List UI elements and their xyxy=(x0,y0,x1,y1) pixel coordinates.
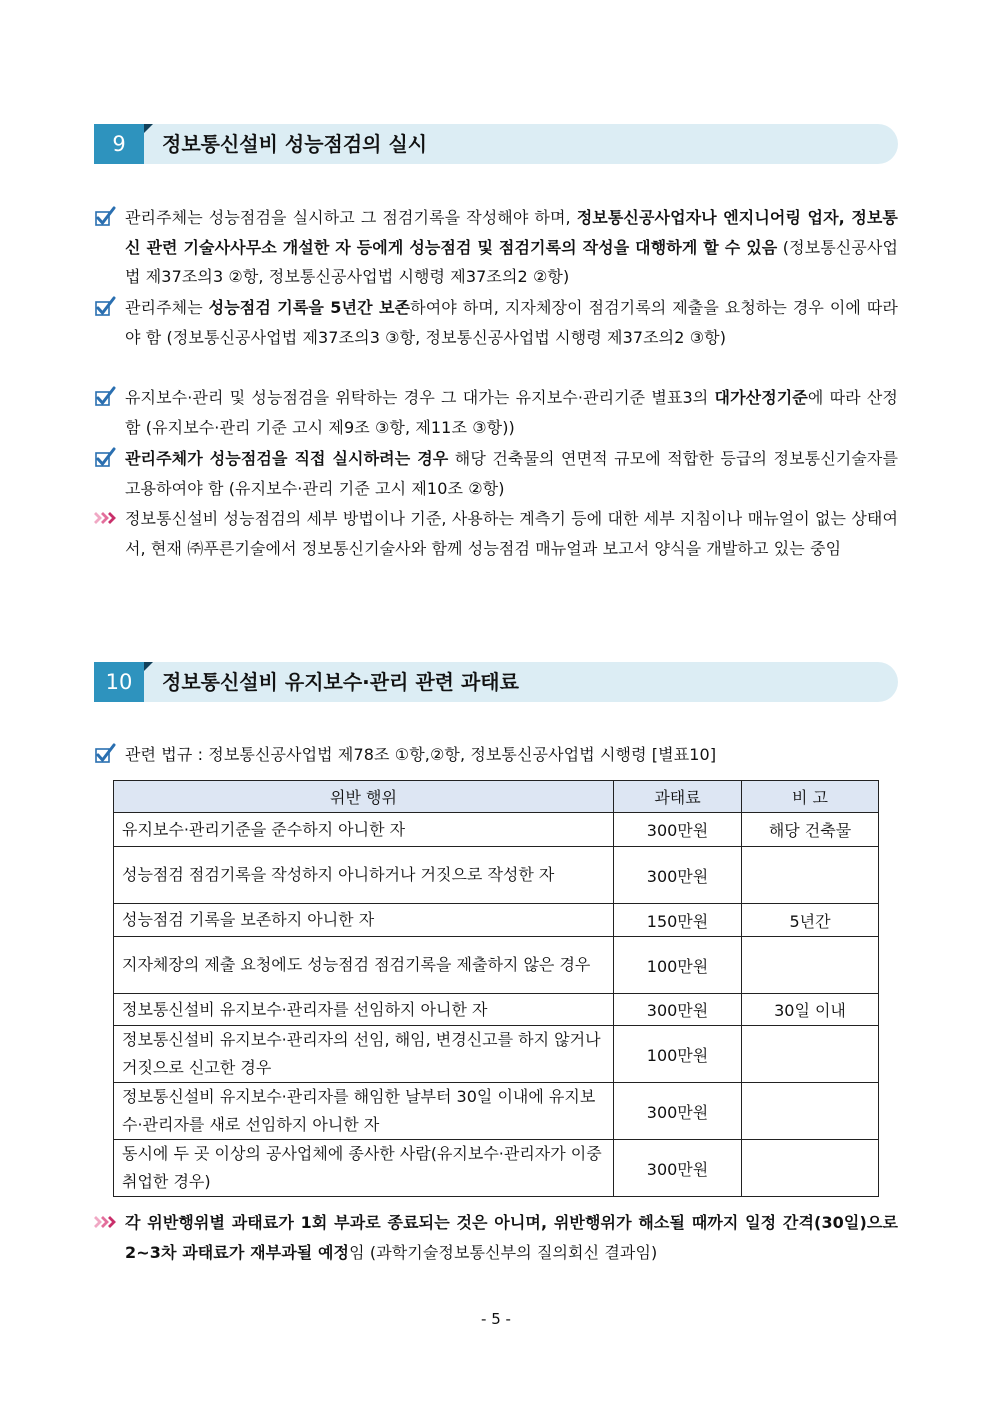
remark-cell: 30일 이내 xyxy=(742,994,879,1026)
header-fine: 과태료 xyxy=(614,781,742,813)
section-header-corner xyxy=(144,662,153,671)
remark-cell xyxy=(742,1083,879,1140)
table-row xyxy=(114,904,879,937)
bullet-text: 관리주체는 성능점검 기록을 5년간 보존하여야 하며, 지자체장이 점검기록의 제출을 요청하는 경우 이에 따라야 함 (정보통신공사업법 제37조의3 ③항, 정보통신공사업법 시행령 제37조의2 ③항) xyxy=(125,298,898,347)
table-header-row xyxy=(114,781,879,813)
violation-cell: 정보통신설비 유지보수·관리자를 선임하지 아니한 자 xyxy=(114,994,614,1026)
violation-cell: 성능점검 기록을 보존하지 아니한 자 xyxy=(114,904,614,937)
header-violation: 위반 행위 xyxy=(114,781,614,813)
note-item xyxy=(94,1208,898,1267)
section-10-header xyxy=(94,662,898,702)
fine-cell: 300만원 xyxy=(614,1083,742,1140)
violation-cell: 지자체장의 제출 요청에도 성능점검 점검기록을 제출하지 않은 경우 xyxy=(114,937,614,994)
bullet-text: 관리주체가 성능점검을 직접 실시하려는 경우 해당 건축물의 연면적 규모에 적합한 등급의 정보통신기술자를 고용하여야 함 (유지보수·관리 기준 고시 제10조 ②항) xyxy=(125,449,899,498)
fine-cell: 100만원 xyxy=(614,1026,742,1083)
bullet-item xyxy=(94,293,898,352)
header-remark: 비 고 xyxy=(742,781,879,813)
fine-cell: 150만원 xyxy=(614,904,742,937)
checkbox-checked-icon xyxy=(94,206,116,228)
note-item xyxy=(94,504,898,563)
table-row xyxy=(114,1140,879,1197)
violation-cell: 성능점검 점검기록을 작성하지 아니하거나 거짓으로 작성한 자 xyxy=(114,847,614,904)
checkbox-checked-icon xyxy=(94,296,116,318)
bullet-item xyxy=(94,383,898,442)
section-title: 정보통신설비 유지보수·관리 관련 과태료 xyxy=(162,670,519,694)
section-number: 9 xyxy=(94,124,144,164)
bullet-text: 유지보수·관리 및 성능점검을 위탁하는 경우 그 대가는 유지보수·관리기준 별표3의 대가산정기준에 따라 산정함 (유지보수·관리 기준 고시 제9조 ③항, 제11조 ③항)) xyxy=(125,388,898,437)
triple-chevron-icon xyxy=(94,1211,116,1233)
fine-cell: 300만원 xyxy=(614,847,742,904)
table-row xyxy=(114,1083,879,1140)
section-9-header xyxy=(94,124,898,164)
remark-cell xyxy=(742,937,879,994)
page-number: - 5 - xyxy=(481,1310,511,1328)
fine-cell: 300만원 xyxy=(614,1140,742,1197)
remark-cell xyxy=(742,847,879,904)
bullet-item xyxy=(94,740,898,770)
violation-cell: 정보통신설비 유지보수·관리자의 선임, 해임, 변경신고를 하지 않거나 거짓으로 신고한 경우 xyxy=(114,1026,614,1083)
fines-table xyxy=(113,780,879,1197)
triple-chevron-icon xyxy=(94,507,116,529)
law-reference: 관련 법규 : 정보통신공사업법 제78조 ①항,②항, 정보통신공사업법 시행령 [별표10] xyxy=(125,745,717,764)
fine-cell: 100만원 xyxy=(614,937,742,994)
fine-cell: 300만원 xyxy=(614,994,742,1026)
table-row xyxy=(114,813,879,847)
violation-cell: 유지보수·관리기준을 준수하지 아니한 자 xyxy=(114,813,614,847)
section-title: 정보통신설비 성능점검의 실시 xyxy=(162,132,428,156)
remark-cell: 5년간 xyxy=(742,904,879,937)
violation-cell: 정보통신설비 유지보수·관리자를 해임한 날부터 30일 이내에 유지보수·관리자를 새로 선임하지 아니한 자 xyxy=(114,1083,614,1140)
violation-cell: 동시에 두 곳 이상의 공사업체에 종사한 사람(유지보수·관리자가 이중 취업한 경우) xyxy=(114,1140,614,1197)
checkbox-checked-icon xyxy=(94,447,116,469)
bullet-item xyxy=(94,444,898,503)
fine-cell: 300만원 xyxy=(614,813,742,847)
remark-cell xyxy=(742,1026,879,1083)
bullet-text: 관리주체는 성능점검을 실시하고 그 점검기록을 작성해야 하며, 정보통신공사업자나 엔지니어링 업자, 정보통신 관련 기술사사무소 개설한 자 등에게 성능점검 및 점검기록의 작성을 대행하게 할 수 있음 (정보통신공사업법 제37조의3 ②항, 정보통신공사업법 시행령 제37조의2 ②항) xyxy=(125,208,898,286)
table-row xyxy=(114,937,879,994)
table-row xyxy=(114,847,879,904)
checkbox-checked-icon xyxy=(94,386,116,408)
note-text: 정보통신설비 성능점검의 세부 방법이나 기준, 사용하는 계측기 등에 대한 세부 지침이나 매뉴얼이 없는 상태여서, 현재 ㈜푸른기술에서 정보통신기술사와 함께 성능점검 매뉴얼과 보고서 양식을 개발하고 있는 중임 xyxy=(125,509,898,558)
remark-cell xyxy=(742,1140,879,1197)
remark-cell: 해당 건축물 xyxy=(742,813,879,847)
table-row xyxy=(114,994,879,1026)
checkbox-checked-icon xyxy=(94,743,116,765)
bullet-item xyxy=(94,203,898,292)
section-header-corner xyxy=(144,124,153,133)
table-row xyxy=(114,1026,879,1083)
section-number: 10 xyxy=(94,662,144,702)
note-text: 각 위반행위별 과태료가 1회 부과로 종료되는 것은 아니며, 위반행위가 해소될 때까지 일정 간격(30일)으로 2~3차 과태료가 재부과될 예정임 (과학기술정보통신부의 질의회신 결과임) xyxy=(125,1213,898,1262)
